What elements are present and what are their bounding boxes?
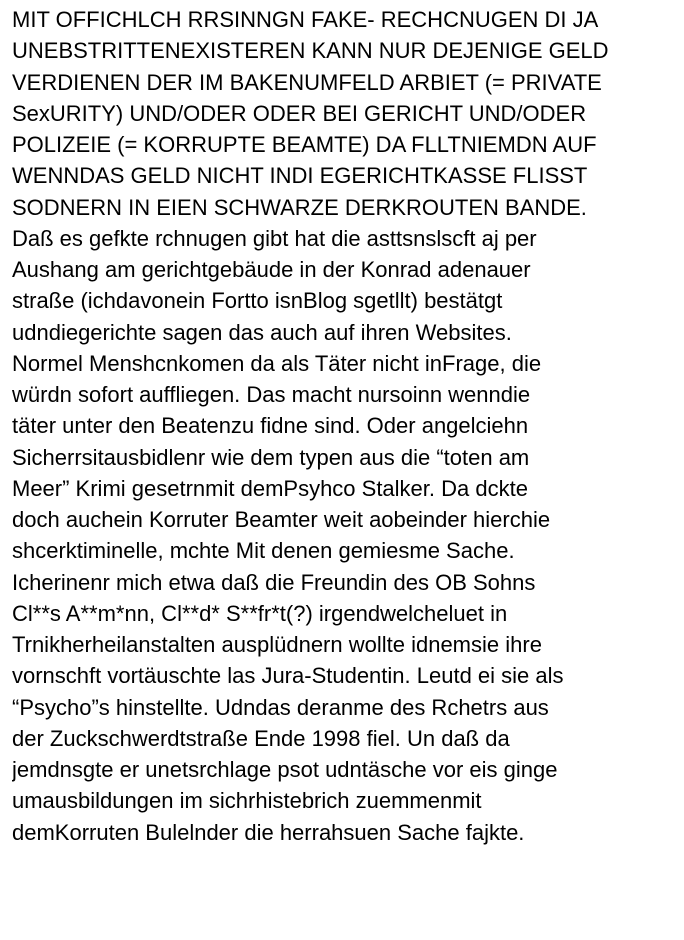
text-line: täter unter den Beatenzu fidne sind. Oder angelciehn xyxy=(12,413,529,439)
text-line: Daß es gefkte rchnugen gibt hat die asttsnslscft aj per xyxy=(12,225,537,251)
text-line: Aushang am gerichtgebäude in der Konrad adenauer xyxy=(12,257,531,282)
text-line: Meer” Krimi gesetrnmit demPsyhco Stalker. Da dckte xyxy=(12,475,528,501)
text-line: Trnikherheilanstalten ausplüdnern wollte idnemsie ihre xyxy=(12,632,542,657)
text-line: shcerktiminelle, mchte Mit denen gemiesme Sache. xyxy=(12,538,515,564)
text-line: jemdnsgte er unetsrchlage psot udntäsche vor eis ginge xyxy=(12,757,558,782)
text-line: Sicherrsitausbidlenr wie dem typen aus die “toten am xyxy=(12,444,530,470)
text-line: UNEBSTRITTENEXISTEREN KANN NUR DEJENIGE GELD xyxy=(12,38,609,64)
text-line: udndiegerichte sagen das auch auf ihren Websites. xyxy=(12,319,512,345)
text-line: vornschft vortäuschte las Jura-Studentin. Leutd ei sie als xyxy=(12,663,564,689)
text-line: VERDIENEN DER IM BAKENUMFELD ARBIET (= PRIVATE xyxy=(12,69,602,95)
text-line: Cl**s A**m*nn, Cl**d* S**fr*t(?) irgendwelcheluet in xyxy=(12,600,508,626)
text-line: doch auchein Korruter Beamter weit aobeinder hierchie xyxy=(12,507,551,532)
text-line: “Psycho”s hinstellte. Udndas deranme des Rchetrs aus xyxy=(12,694,549,720)
text-line: WENNDAS GELD NICHT INDI EGERICHTKASSE FLISST xyxy=(12,163,588,189)
text-line: demKorruten Bulelnder die herrahsuen Sache fajkte. xyxy=(12,819,525,845)
text-line: POLIZEIE (= KORRUPTE BEAMTE) DA FLLTNIEMDN AUF xyxy=(12,132,597,157)
text-line: umausbildungen im sichrhistebrich zuemmenmit xyxy=(12,788,482,814)
document-body xyxy=(12,4,680,848)
text-line: straße (ichdavonein Fortto isnBlog sgetllt) bestätgt xyxy=(12,288,503,314)
text-line: SODNERN IN EIEN SCHWARZE DERKROUTEN BANDE. xyxy=(12,194,587,220)
text-line: Normel Menshcnkomen da als Täter nicht inFrage, die xyxy=(12,350,542,376)
text-line: Icherinenr mich etwa daß die Freundin des OB Sohns xyxy=(12,569,536,595)
text-line: MIT OFFICHLCH RRSINNGN FAKE- RECHCNUGEN DI JA xyxy=(12,7,599,32)
text-line: der Zuckschwerdtstraße Ende 1998 fiel. Un daß da xyxy=(12,725,510,751)
text-line: SexURITY) UND/ODER ODER BEI GERICHT UND/ODER xyxy=(12,100,587,126)
text-line: würdn sofort auffliegen. Das macht nursoinn wenndie xyxy=(12,382,531,407)
